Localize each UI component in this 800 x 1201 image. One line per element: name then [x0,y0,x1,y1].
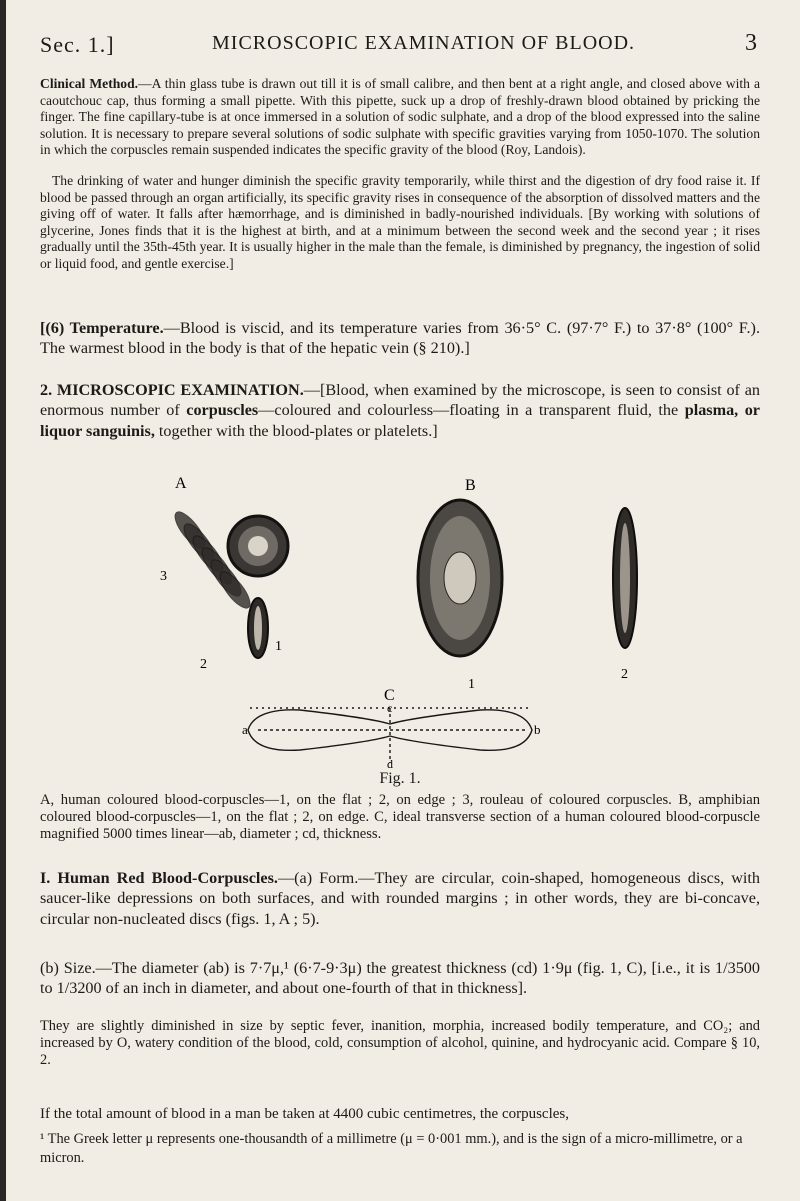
microscopic-paragraph [40,380,760,441]
human-red-corpuscles-paragraph [40,868,760,929]
form-text: —(a) Form.—They are circular, coin-shaped, homogeneous discs, with saucer-like depressions on both surfaces, and with rounded margins ; in other words, they are bi-concave, circular non-nucleated discs (figs. 1, A ; 5). [40,869,761,928]
figure-a-label-3: 3 [160,569,167,584]
human-corpuscle-edge-drawing [248,598,268,658]
figure-b-label-2: 2 [621,667,628,682]
figure-caption: Fig. 1. [379,770,421,787]
figure-legend: A, human coloured blood-corpuscles—1, on the flat ; 2, on edge ; 3, rouleau of coloured corpuscles. B, amphibian coloured blood-corpuscles—1, on the flat ; 2, on edge. C, ideal transverse section of a human coloured blood-corpuscle magnified 5000 times linear—ab, diameter ; cd, thickness. [40,792,760,843]
human-red-corpuscles-heading: I. Human Red Blood-Corpuscles. [40,869,278,887]
size-paragraph: (b) Size.—The diameter (ab) is 7·7μ,¹ (6·7-9·3μ) the greatest thickness (cd) 1·9μ (fig. 1, C), [i.e., it is 1/3500 to 1/3200 of an inch in diameter, and about one-fourth of that in thickness]. [40,959,760,998]
figure-1-blood-corpuscles [150,468,670,788]
clinical-method-heading: Clinical Method. [40,76,139,91]
figure-c-label-b: b [534,722,541,737]
figure-c-label-d: d [387,757,393,771]
figure-a-label-2: 2 [200,657,207,672]
amphibian-corpuscle-flat-drawing [418,500,502,656]
page-title: MICROSCOPIC EXAMINATION OF BLOOD. [212,32,636,54]
running-header [40,22,758,62]
microscopic-text-c: together with the blood-plates or platelets.] [154,421,438,440]
amphibian-corpuscle-edge-drawing [613,508,637,648]
figure-b-label-1: 1 [468,677,475,692]
temperature-text: —Blood is viscid, and its temperature varies from 36·5° C. (97·7° F.) to 37·8° (100° F.). The warmest blood in the body is that of the hepatic vein (§ 210).] [40,319,760,358]
total-blood-paragraph: If the total amount of blood in a man be taken at 4400 cubic centimetres, the corpuscles, [40,1106,569,1122]
page-binding-edge [0,0,6,1201]
figure-c-label-a: a [242,722,248,737]
page-number: 3 [745,30,758,56]
figure-a-label-1: 1 [275,639,282,654]
corpuscles-term: corpuscles [186,401,259,420]
human-corpuscle-flat-drawing [228,516,288,576]
footnote-micron: ¹ The Greek letter μ represents one-thousandth of a millimetre (μ = 0·001 mm.), and is the sign of a micro-millimetre, or a micron. [40,1131,743,1167]
plasma-term: plasma, or liquor sanguinis, [40,401,760,440]
figure-label-a: A [175,475,187,492]
figure-label-c: C [384,687,395,704]
figure-c-label-c: c [387,701,393,715]
microscopic-heading: 2. MICROSCOPIC EXAMINATION. [40,381,304,399]
temperature-heading: [(6) Temperature. [40,319,164,337]
clinical-method-paragraph [40,76,760,159]
figure-label-b: B [465,477,476,494]
temperature-paragraph [40,318,760,359]
section-label: Sec. 1.] [40,32,115,57]
microscopic-text-a: —[Blood, when examined by the microscope, is seen to consist of an enormous number of [40,381,760,420]
size-variation-paragraph: They are slightly diminished in size by septic fever, inanition, morphia, increased bodily temperature, and CO₂; and increased by O, watery condition of the blood, cold, consumption of alcohol, quinine, and hydrocyanic acid. Compare § 10, 2. [40,1018,760,1068]
ideal-section-drawing [248,708,532,763]
microscopic-text-b: —coloured and colourless—floating in a transparent fluid, the [258,401,685,420]
clinical-method-text: —A thin glass tube is drawn out till it is of small calibre, and then bent at a right angle, and closed above with a caoutchouc cap, thus forming a small pipette. With this pipette, suck up a drop of freshly-drawn blood obtained by pricking the finger. The fine capillary-tube is at once immersed in a solution of sodic sulphate, and a drop of the blood expressed into the saline solution. It is necessary to prepare several solutions of sodic sulphate with specific gravities varying from 1050-1070. The solution in which the corpuscles remain suspended indicates the specific gravity of the blood (Roy, Landois). [40,76,760,158]
specific-gravity-paragraph: The drinking of water and hunger diminish the specific gravity temporarily, while thirst and the digestion of dry food raise it. If blood be passed through an organ artificially, its specific gravity rises in consequence of the absorption of dissolved matters and the giving off of water. It falls after hæmorrhage, and is diminished in badly-nourished individuals. [By working with solutions of glycerine, Jones finds that it is the highest at birth, and at a minimum between the second week and the second year ; it rises gradually until the 35th-45th year. It is usually higher in the male than the female, is diminished by pregnancy, the ingestion of solid or liquid food, and gentle exercise.] [40,173,760,271]
